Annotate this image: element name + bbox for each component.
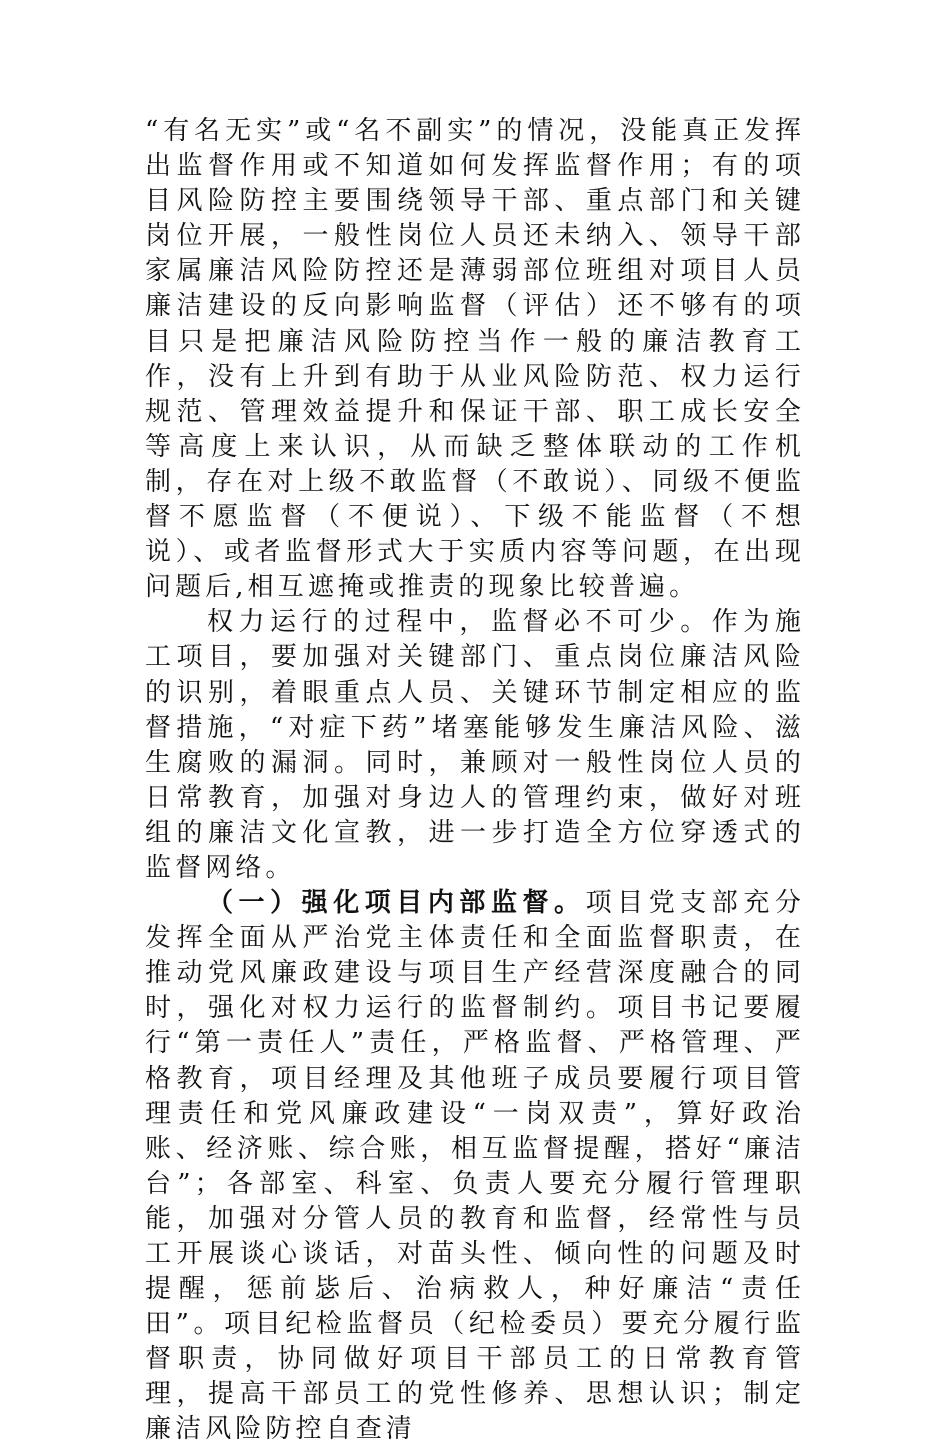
paragraph-2: 权力运行的过程中，监督必不可少。作为施工项目，要加强对关键部门、重点岗位廉洁风险的识别，着眼重点人员、关键环节制定相应的监督措施，“对症下药”堵塞能够发生廉洁风险、滋生腐败的漏洞。同时，兼顾对一般性岗位人员的日常教育，加强对身边人的管理约束，做好对班组的廉洁文化宣教，进一步打造全方位穿透式的监督网络。 [145, 607, 805, 883]
paragraph-3 [145, 886, 805, 1448]
paragraph-3-body: 项目党支部充分发挥全面从严治党主体责任和全面监督职责，在推动党风廉政建设与项目生产经营深度融合的同时，强化对权力运行的监督制约。项目书记要履行“第一责任人”责任，严格监督、严格管理、严格教育，项目经理及其他班子成员要履行项目管理责任和党风廉政建设“一岗双责”，算好政治账、经济账、综合账，相互监督提醒，搭好“廉洁台”；各部室、科室、负责人要充分履行管理职能，加强对分管人员的教育和监督，经常性与员工开展谈心谈话，对苗头性、倾向性的问题及时提醒，惩前毖后、治病救人，种好廉洁“责任田”。项目纪检监督员（纪检委员）要充分履行监督职责，协同做好项目干部员工的日常教育管理，提高干部员工的党性修养、思想认识；制定廉洁风险防控自查清 [145, 888, 806, 1445]
document-page [145, 114, 805, 1448]
section-heading: （一）强化项目内部监督。 [207, 888, 586, 919]
paragraph-1: “有名无实”或“名不副实”的情况，没能真正发挥出监督作用或不知道如何发挥监督作用；有的项目风险防控主要围绕领导干部、重点部门和关键岗位开展，一般性岗位人员还未纳入、领导干部家属廉洁风险防控还是薄弱部位班组对项目人员廉洁建设的反向影响监督（评估）还不够有的项目只是把廉洁风险防控当作一般的廉洁教育工作，没有上升到有助于从业风险防范、权力运行规范、管理效益提升和保证干部、职工成长安全等高度上来认识，从而缺乏整体联动的工作机制，存在对上级不敢监督（不敢说）、同级不便监督不愿监督（不便说）、下级不能监督（不想说）、或者监督形式大于实质内容等问题，在出现问题后,相互遮掩或推责的现象比较普遍。 [145, 116, 805, 603]
